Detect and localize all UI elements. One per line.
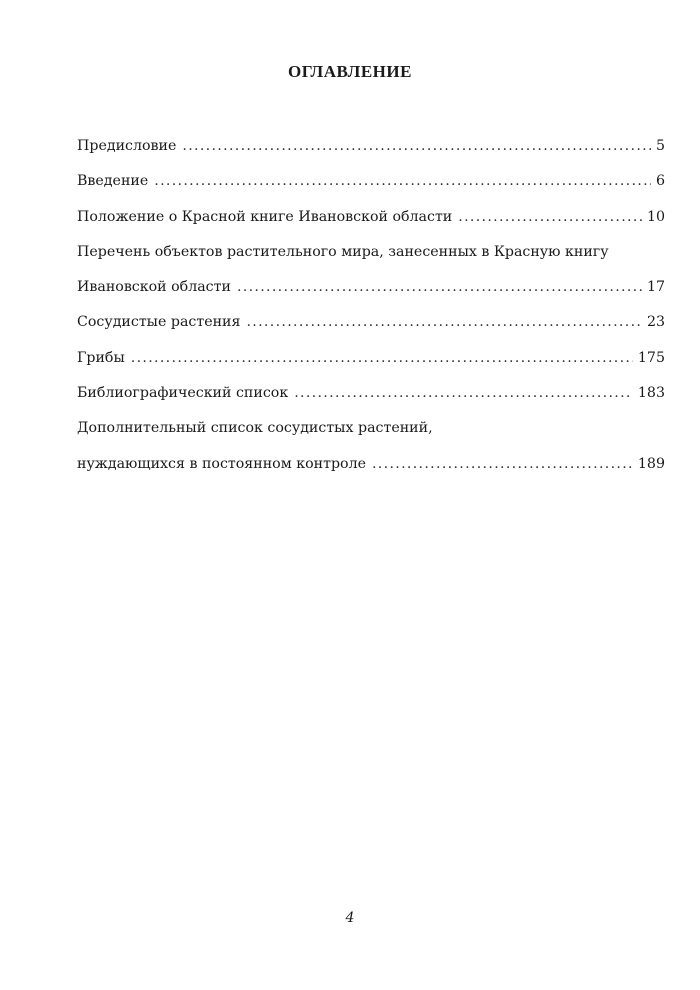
toc-entry-bibliography[interactable] xyxy=(77,376,665,411)
toc-leader-dots xyxy=(237,270,642,305)
toc-entry-page: 189 xyxy=(637,455,665,472)
toc-entry-vascular-plants[interactable] xyxy=(77,305,665,340)
toc-leader-dots xyxy=(294,376,633,411)
toc-entry-label: Грибы xyxy=(77,349,125,366)
toc-entry-label: Перечень объектов растительного мира, занесенных в Красную книгу xyxy=(77,243,609,260)
toc-entry-list[interactable] xyxy=(77,270,665,305)
toc-entry-label: Библиографический список xyxy=(77,385,289,402)
page-title: ОГЛАВЛЕНИЕ xyxy=(288,62,412,81)
toc-entry-page: 10 xyxy=(646,208,665,225)
toc-leader-dots xyxy=(458,200,642,235)
toc-entry-page: 23 xyxy=(646,314,665,331)
toc-entry-page: 6 xyxy=(655,173,665,190)
toc-entry-label: Положение о Красной книге Ивановской области xyxy=(77,208,453,225)
toc-entry-preface[interactable] xyxy=(77,129,665,164)
toc-entry-supplementary-line-1[interactable] xyxy=(77,411,665,446)
toc-leader-dots xyxy=(246,305,641,340)
toc-entry-label: Дополнительный список сосудистых растений, xyxy=(77,420,433,437)
toc-entry-fungi[interactable] xyxy=(77,341,665,376)
toc-leader-dots xyxy=(131,341,633,376)
toc-entry-page: 183 xyxy=(637,385,665,402)
toc-entry-label: Введение xyxy=(77,173,149,190)
page-number: 4 xyxy=(345,910,355,926)
toc-leader-dots xyxy=(182,129,651,164)
toc-leader-dots xyxy=(154,164,651,199)
toc-entry-label: Предисловие xyxy=(77,138,177,154)
toc-entry-label: Сосудистые растения xyxy=(77,314,241,331)
toc-entry-regulation[interactable] xyxy=(77,200,665,235)
toc-entry-supplementary[interactable] xyxy=(77,447,665,482)
toc-leader-dots xyxy=(372,447,633,482)
toc-entry-introduction[interactable] xyxy=(77,164,665,199)
toc-entry-page: 175 xyxy=(637,349,665,366)
toc-entry-page: 5 xyxy=(655,138,665,154)
toc-entry-list-line-1[interactable] xyxy=(77,235,665,270)
toc-entry-page: 17 xyxy=(646,279,665,296)
toc-entry-label: нуждающихся в постоянном контроле xyxy=(77,455,366,472)
table-of-contents xyxy=(77,129,665,482)
toc-entry-label: Ивановской области xyxy=(77,279,231,296)
